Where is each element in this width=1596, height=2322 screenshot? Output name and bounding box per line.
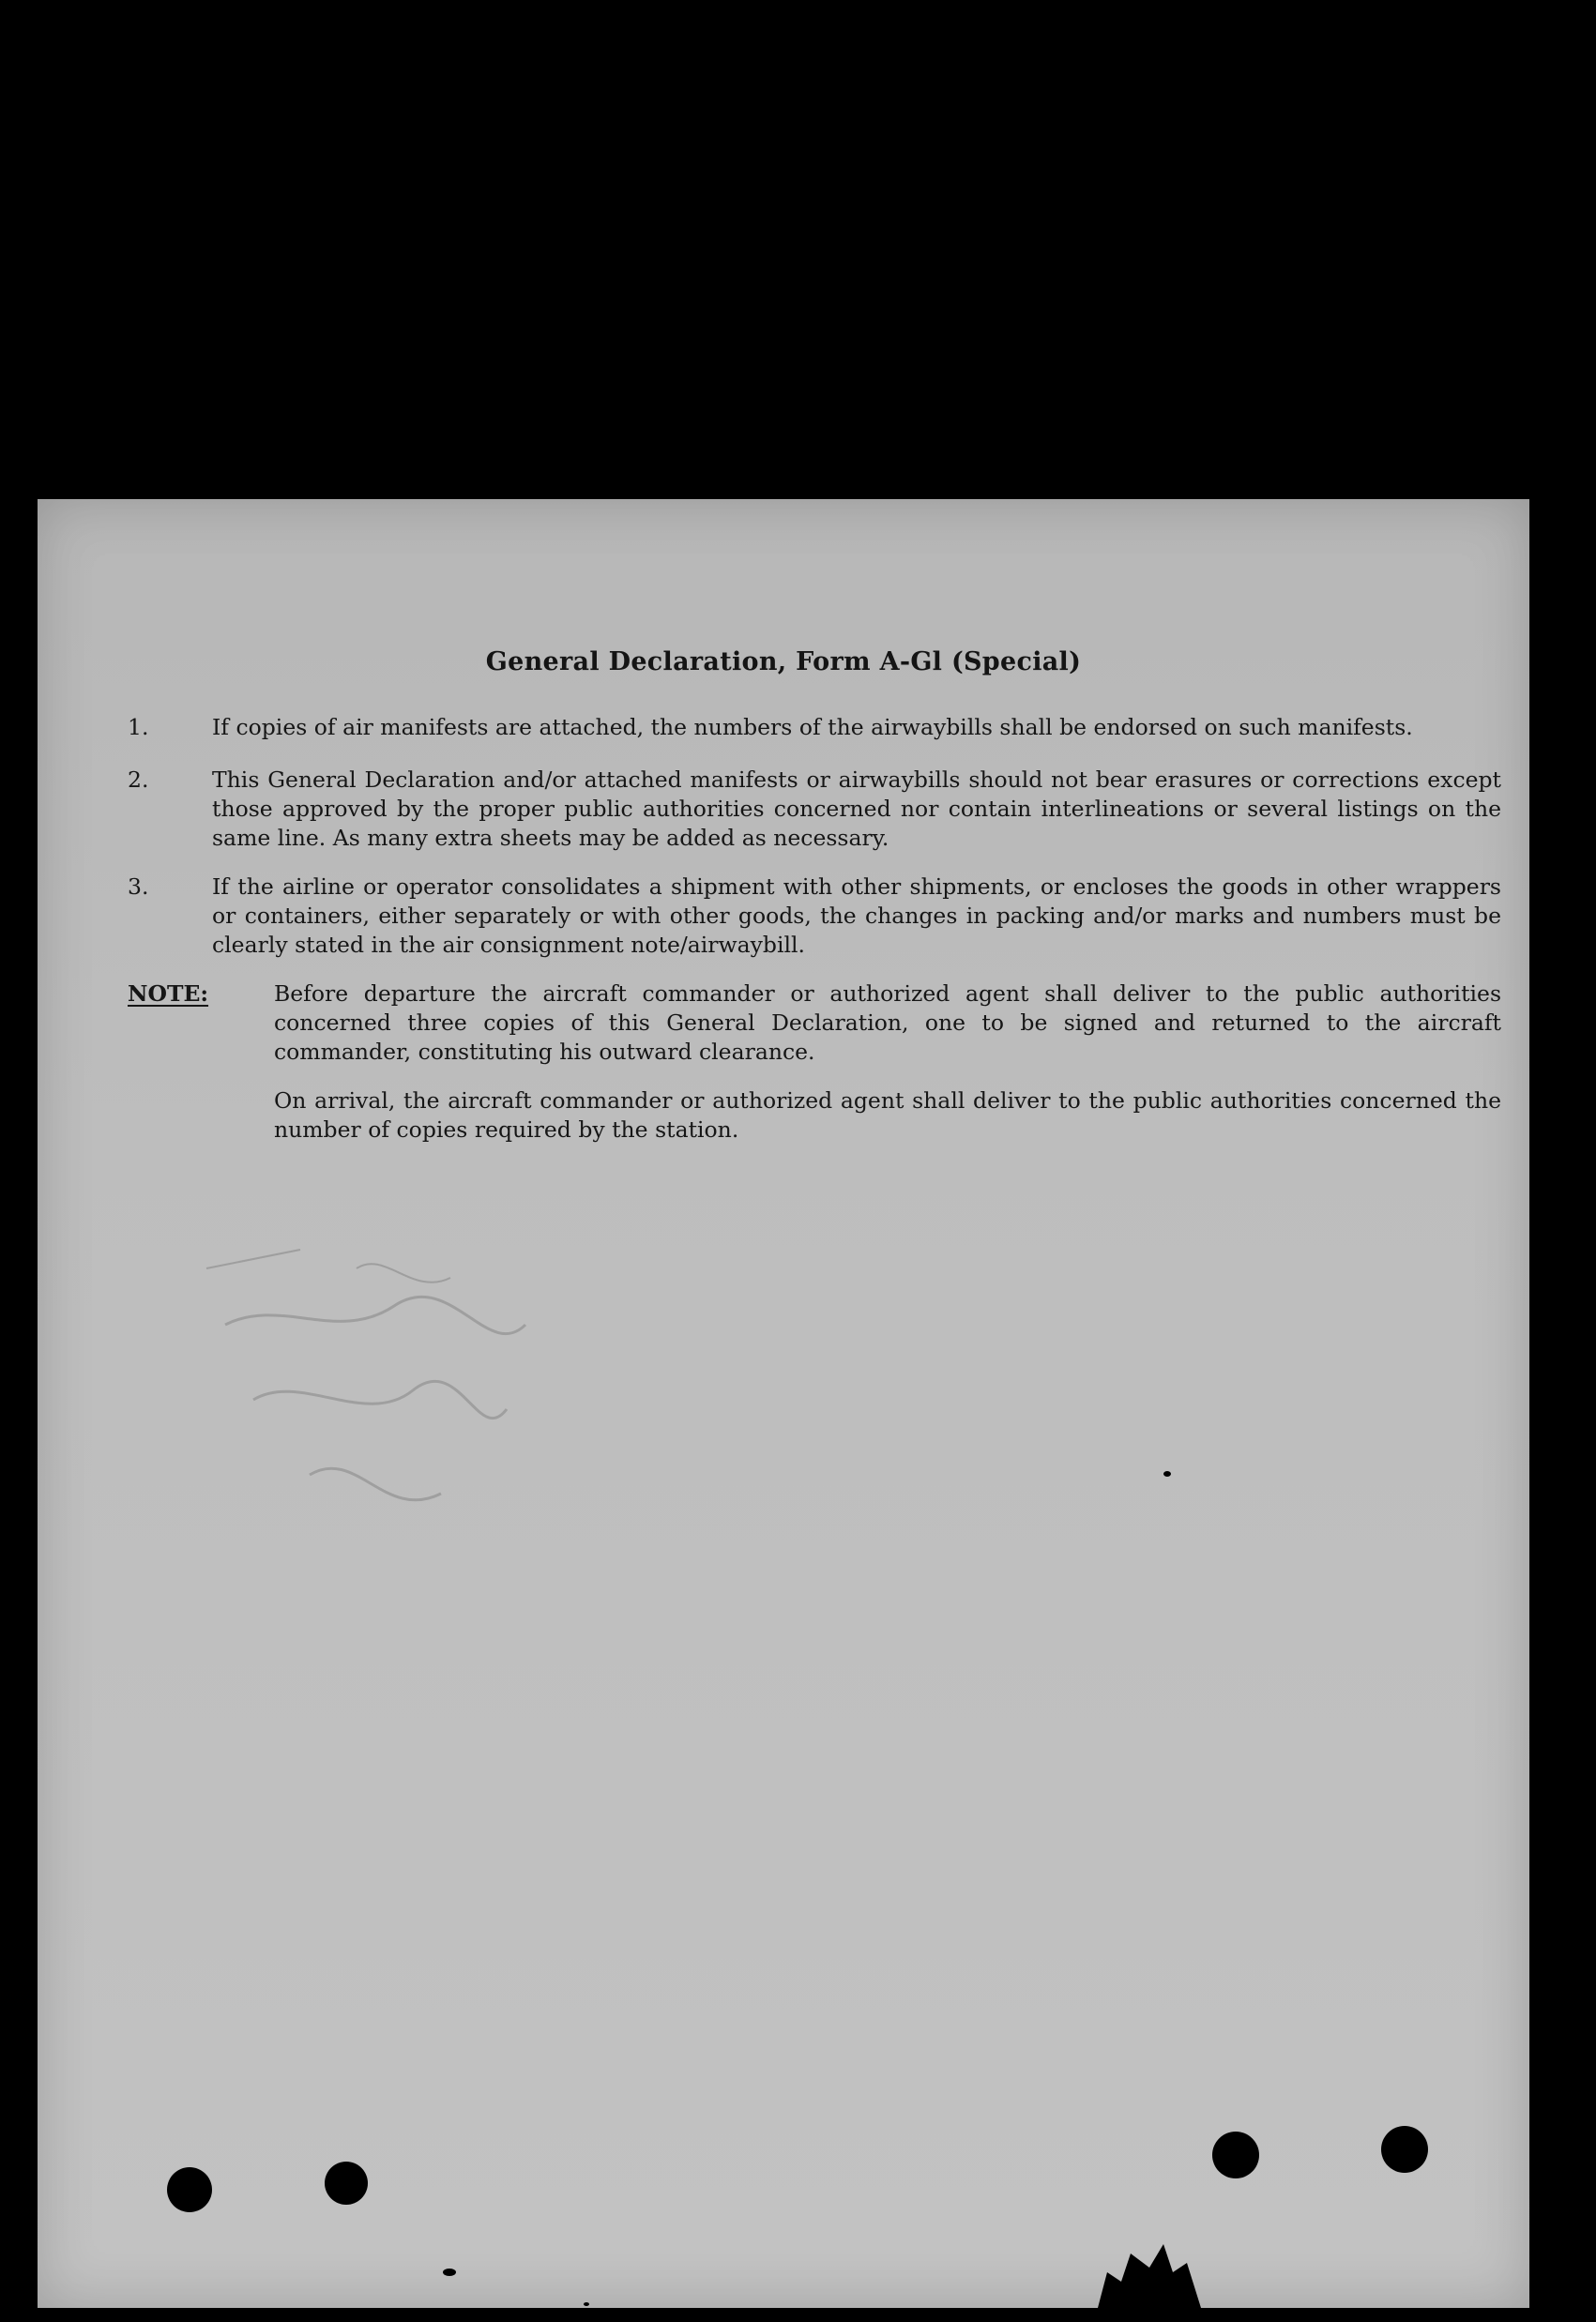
list-item-2 (128, 766, 1501, 853)
note-block-2 (128, 1086, 1501, 1145)
punch-hole (1212, 2132, 1259, 2178)
note-block (128, 979, 1501, 1067)
speck (1163, 1471, 1171, 1477)
item-number: 3. (128, 873, 149, 900)
punch-hole (167, 2167, 212, 2212)
document-page (38, 499, 1529, 2308)
item-number: 1. (128, 714, 149, 740)
item-number: 2. (128, 766, 149, 793)
note-paragraph-2: On arrival, the aircraft commander or authorized agent shall deliver to the public authorities concerned the number of copies required by the station. (274, 1087, 1501, 1143)
item-text: If the airline or operator consolidates a shipment with other shipments, or encloses the goods in other wrappers or containers, either separately or with other goods, the changes in packing and/or marks and numbers must be clearly stated in the air consignment note/airwaybill. (212, 873, 1501, 958)
list-item-3 (128, 873, 1501, 960)
note-label: NOTE: (128, 980, 209, 1007)
speck (584, 2302, 589, 2306)
torn-edge (1098, 2216, 1201, 2308)
item-text: If copies of air manifests are attached, the numbers of the airwaybills shall be endorsed on such manifests. (212, 714, 1413, 740)
bleed-through-marks (169, 1212, 657, 1606)
punch-hole (1381, 2126, 1428, 2173)
note-paragraph-1: Before departure the aircraft commander or authorized agent shall deliver to the public authorities concerned three copies of this General Declaration, one to be signed and returned to the aircraft commander, constituting his outward clearance. (274, 980, 1501, 1065)
item-text: This General Declaration and/or attached manifests or airwaybills should not bear erasures or corrections except those approved by the proper public authorities concerned nor contain interlineations or several listings on the same line. As many extra sheets may be added as necessary. (212, 766, 1501, 851)
list-item-1 (128, 713, 1501, 742)
document-title: General Declaration, Form A-Gl (Special) (485, 647, 1082, 676)
speck (443, 2269, 456, 2276)
punch-hole (325, 2162, 368, 2205)
